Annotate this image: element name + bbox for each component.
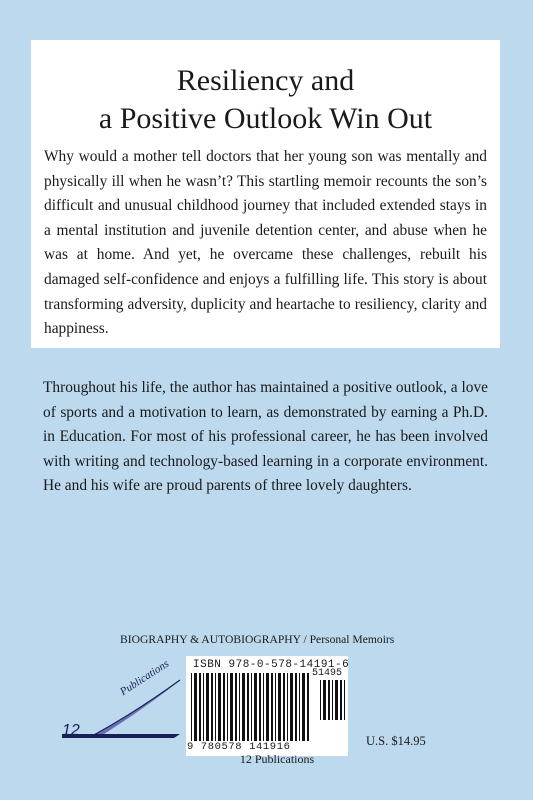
title-line-1: Resiliency and (176, 64, 355, 97)
publisher-name: 12 Publications (239, 752, 315, 766)
logo-number: 12 (62, 722, 80, 739)
title-line-2: a Positive Outlook Win Out (98, 102, 433, 135)
logo-word: Publications (118, 657, 172, 699)
barcode-digits: 9 780578 141916 (187, 741, 291, 753)
author-bio-text: Throughout his life, the author has maintained a positive outlook, a love of sports and a motivation to learn, as demonstrated by earning a Ph.D. in Education. For most of his professional career, he has been involved with writing and technology-based learning in a corporate environment. He and his wife are proud parents of three lovely daughters. (43, 379, 488, 495)
barcode-icon (191, 673, 309, 741)
isbn-label: ISBN 978-0-578-14191-6 (193, 659, 350, 671)
addon-digits: 51495 (312, 668, 343, 679)
addon-barcode-icon (320, 680, 346, 720)
book-title (31, 62, 500, 138)
category-label: BIOGRAPHY & AUTOBIOGRAPHY / Personal Memoirs (120, 633, 395, 646)
synopsis-text: Why would a mother tell doctors that her young son was mentally and physically ill when he wasn’t? This startling memoir recounts the son’s difficult and unusual childhood journey that included extended stays in a mental institution and juvenile detention center, and abuse when he was at home. And yet, he overcame these challenges, rebuilt his damaged self-confidence and enjoys a fulfilling life. This story is about transforming adversity, duplicity and heartache to resiliency, clarity and happiness. (44, 148, 487, 338)
price-label: U.S. $14.95 (366, 734, 426, 748)
